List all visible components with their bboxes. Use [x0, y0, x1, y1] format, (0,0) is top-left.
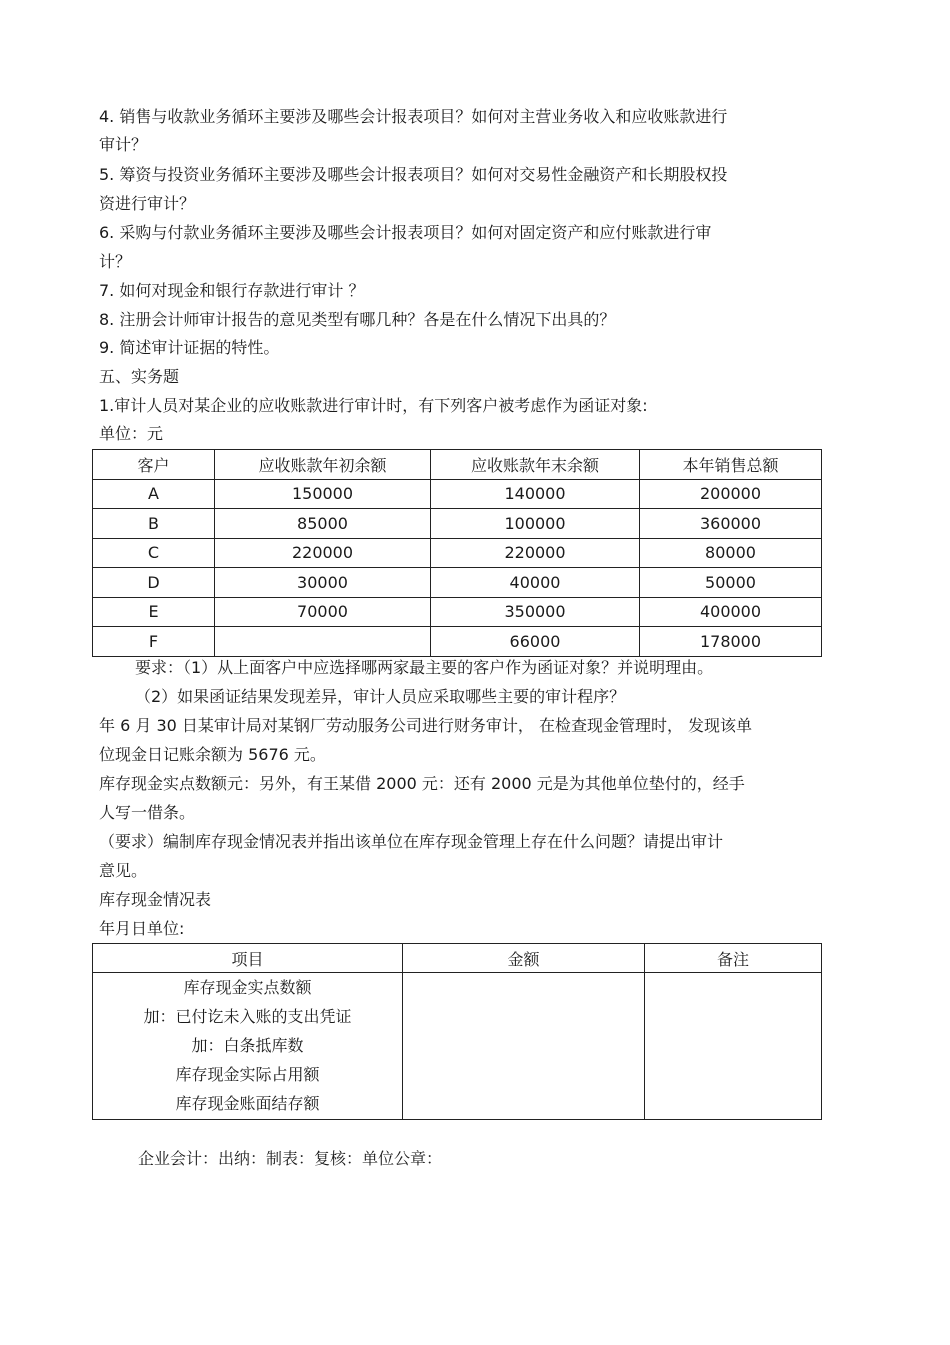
header-item: 项目 — [93, 944, 403, 973]
question-7: 7. 如何对现金和银行存款进行审计 ？ — [99, 281, 365, 300]
header-annual-sales: 本年销售总额 — [640, 450, 822, 480]
question-4-line-1: 4. 销售与收款业务循环主要涉及哪些会计报表项目？如何对主营业务收入和应收账款进行 — [99, 107, 728, 126]
table-header-row — [93, 450, 822, 480]
question-6-line-2: 计？ — [99, 252, 132, 271]
case2-paragraph-2-line-1: 库存现金实点数额元：另外，有王某借 2000 元：还有 2000 元是为其他单位垫付的，经手 — [99, 774, 745, 793]
header-customer: 客户 — [93, 450, 215, 480]
cell-closing: 220000 — [431, 538, 640, 568]
case1-intro: 1.审计人员对某企业的应收账款进行审计时，有下列客户被考虑作为函证对象: — [99, 396, 648, 415]
cell-opening: 220000 — [215, 538, 431, 568]
cell-opening: 30000 — [215, 568, 431, 598]
case2-paragraph-1-line-2: 位现金日记账余额为 5676 元。 — [99, 745, 326, 764]
section-title: 五、实务题 — [99, 367, 180, 386]
case2-paragraph-2-line-2: 人写一借条。 — [99, 803, 196, 822]
cash-status-table — [92, 943, 822, 1120]
list-item: 加：白条抵库数 — [191, 1036, 304, 1055]
cash-table-meta: 年月日单位: — [99, 919, 185, 938]
list-item: 库存现金实际占用额 — [175, 1065, 320, 1084]
cell-closing: 140000 — [431, 479, 640, 509]
cell-closing: 40000 — [431, 568, 640, 598]
remark-cell — [645, 973, 822, 1120]
cell-closing: 350000 — [431, 597, 640, 627]
table-header-row — [93, 944, 822, 973]
signature-footer: 企业会计：出纳：制表：复核：单位公章： — [138, 1149, 443, 1168]
cell-opening — [215, 627, 431, 657]
cell-sales: 400000 — [640, 597, 822, 627]
case1-requirement-1: 要求：（1）从上面客户中应选择哪两家最主要的客户作为函证对象？并说明理由。 — [135, 658, 714, 677]
list-item: 库存现金实点数额 — [183, 978, 312, 997]
case1-unit: 单位：元 — [99, 424, 164, 443]
table-row — [93, 568, 822, 598]
case2-requirement-line-2: 意见。 — [99, 861, 148, 880]
question-5-line-1: 5. 筹资与投资业务循环主要涉及哪些会计报表项目？如何对交易性金融资产和长期股权投 — [99, 165, 728, 184]
cell-sales: 80000 — [640, 538, 822, 568]
table-row — [93, 597, 822, 627]
header-amount: 金额 — [403, 944, 645, 973]
cash-items-cell — [93, 973, 403, 1120]
header-remark: 备注 — [645, 944, 822, 973]
list-item: 加：已付讫未入账的支出凭证 — [143, 1007, 352, 1026]
question-9: 9. 简述审计证据的特性。 — [99, 338, 280, 357]
cell-customer: F — [93, 627, 215, 657]
cash-table-title: 库存现金情况表 — [99, 890, 212, 909]
cell-closing: 100000 — [431, 509, 640, 539]
table-row — [93, 973, 822, 1120]
question-6-line-1: 6. 采购与付款业务循环主要涉及哪些会计报表项目？如何对固定资产和应付账款进行审 — [99, 223, 712, 242]
case1-requirement-2: （2）如果函证结果发现差异，审计人员应采取哪些主要的审计程序？ — [135, 687, 626, 706]
cell-opening: 85000 — [215, 509, 431, 539]
table-row — [93, 538, 822, 568]
cell-sales: 200000 — [640, 479, 822, 509]
table-row — [93, 627, 822, 657]
question-5-line-2: 资进行审计？ — [99, 194, 196, 213]
cell-customer: B — [93, 509, 215, 539]
question-4-line-2: 审计？ — [99, 135, 148, 154]
case2-paragraph-1-line-1: 年 6 月 30 日某审计局对某钢厂劳动服务公司进行财务审计， 在检查现金管理时， 发现该单 — [99, 716, 753, 735]
cell-closing: 66000 — [431, 627, 640, 657]
cell-customer: C — [93, 538, 215, 568]
cell-sales: 50000 — [640, 568, 822, 598]
cell-sales: 360000 — [640, 509, 822, 539]
header-opening-balance: 应收账款年初余额 — [215, 450, 431, 480]
cell-customer: E — [93, 597, 215, 627]
amount-cell — [403, 973, 645, 1120]
table-row — [93, 509, 822, 539]
list-item: 库存现金账面结存额 — [175, 1094, 320, 1113]
question-8: 8. 注册会计师审计报告的意见类型有哪几种？各是在什么情况下出具的？ — [99, 310, 616, 329]
cell-customer: A — [93, 479, 215, 509]
cell-opening: 70000 — [215, 597, 431, 627]
header-closing-balance: 应收账款年末余额 — [431, 450, 640, 480]
table-row — [93, 479, 822, 509]
cell-customer: D — [93, 568, 215, 598]
case2-requirement-line-1: （要求）编制库存现金情况表并指出该单位在库存现金管理上存在什么问题？请提出审计 — [99, 832, 724, 851]
receivables-table — [92, 449, 822, 657]
cell-opening: 150000 — [215, 479, 431, 509]
cell-sales: 178000 — [640, 627, 822, 657]
